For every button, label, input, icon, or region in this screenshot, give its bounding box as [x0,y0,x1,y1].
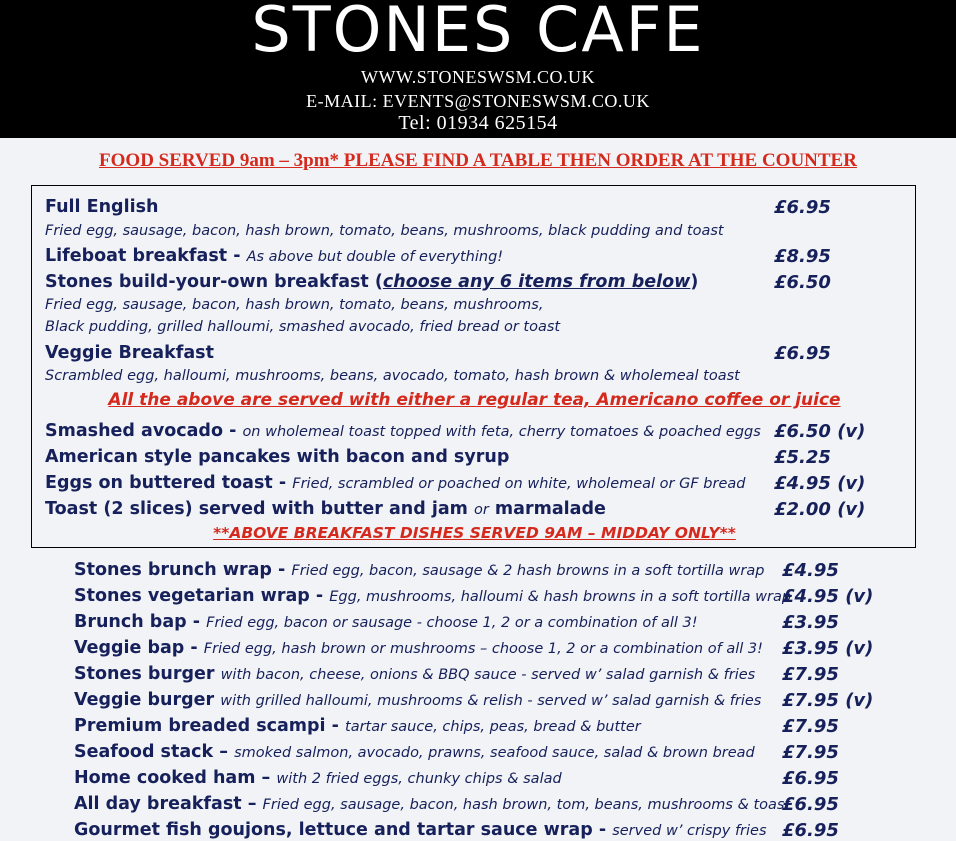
menu-item-price: £7.95 [782,716,839,737]
build-choose-note: choose any 6 items from below [382,272,691,292]
menu-item [74,586,791,606]
menu-item-desc: Fried egg, bacon, sausage & 2 hash browns in a soft tortilla wrap [291,563,765,579]
breakfast-footnote: **ABOVE BREAKFAST DISHES SERVED 9AM – MIDDAY ONLY** [213,524,736,542]
menu-item-desc: with grilled halloumi, mushrooms & relish - served w’ salad garnish & fries [220,693,762,709]
avocado-name: Smashed avocado - [45,421,243,441]
eggs-item [45,473,746,493]
served-with-note: All the above are served with either a regular tea, Americano coffee or juice [108,390,841,410]
cafe-name: STONES CAFE [251,0,705,66]
lifeboat-name: Lifeboat breakfast - [45,246,247,266]
menu-item-price: £7.95 [782,742,839,763]
menu-item-desc: Fried egg, bacon or sausage - choose 1, 2 or a combination of all 3! [206,615,698,631]
build-price: £6.50 [774,272,831,293]
menu-item-name: Brunch bap - [74,612,207,632]
menu-item-name: Veggie bap - [74,638,204,658]
menu-item [74,560,764,580]
toast-or: or [473,502,489,518]
email-link[interactable]: E-MAIL: EVENTS@STONESWSM.CO.UK [306,91,650,111]
veggie-breakfast-desc: Scrambled egg, halloumi, mushrooms, beans, avocado, tomato, hash brown & wholemeal toast [45,368,740,384]
menu-item [74,742,755,762]
menu-item [74,638,763,658]
header [0,0,956,138]
build-label: Stones build-your-own breakfast ( [45,272,383,292]
lifeboat-price: £8.95 [774,246,831,267]
menu-item-desc: Fried egg, sausage, bacon, hash brown, tom, beans, mushrooms & toast [262,797,791,813]
menu-item-name: Stones burger [74,664,221,684]
lifeboat-item [45,246,503,266]
menu-item-desc: tartar sauce, chips, peas, bread & butter [345,719,641,735]
menu-item-name: All day breakfast – [74,794,263,814]
menu-item-price: £4.95 [782,560,839,581]
menu-item-price: £6.95 [782,768,839,789]
menu-item-name: Seafood stack – [74,742,235,762]
menu-item-price: £3.95 [782,612,839,633]
menu-item-name: Home cooked ham – [74,768,277,788]
menu-item-desc: with 2 fried eggs, chunky chips & salad [276,771,562,787]
menu-item [74,820,767,840]
menu-item-desc: with bacon, cheese, onions & BBQ sauce - served w’ salad garnish & fries [220,667,756,683]
lifeboat-desc: As above but double of everything! [246,249,504,265]
avocado-price: £6.50 (v) [774,421,866,442]
build-close: ) [690,272,699,292]
menu-item-name: Veggie burger [74,690,221,710]
toast-name-2: marmalade [488,499,606,519]
build-desc-2: Black pudding, grilled halloumi, smashed avocado, fried bread or toast [45,319,561,335]
menu-item [74,690,761,710]
menu-item-desc: served w’ crispy fries [612,823,767,839]
eggs-price: £4.95 (v) [774,473,866,494]
telephone: Tel: 01934 625154 [398,112,558,134]
full-english-price: £6.95 [774,197,831,218]
toast-item [45,499,606,519]
menu-item [74,716,641,736]
build-your-own-name [45,272,698,292]
menu-item-price: £7.95 (v) [782,690,874,711]
menu-item-price: £6.95 [782,820,839,841]
avocado-desc: on wholemeal toast topped with feta, cherry tomatoes & poached eggs [242,424,761,440]
opening-notice: FOOD SERVED 9am – 3pm* PLEASE FIND A TABLE THEN ORDER AT THE COUNTER [99,150,857,171]
breakfast-box [31,185,916,548]
pancakes-price: £5.25 [774,447,831,468]
menu-item [74,794,790,814]
eggs-desc: Fried, scrambled or poached on white, wholemeal or GF bread [292,476,746,492]
menu-item-price: £4.95 (v) [782,586,874,607]
eggs-name: Eggs on buttered toast - [45,473,293,493]
toast-name: Toast (2 slices) served with butter and jam [45,499,474,519]
menu-item [74,768,562,788]
veggie-breakfast-name: Veggie Breakfast [45,343,214,363]
full-english-name: Full English [45,197,159,217]
toast-price: £2.00 (v) [774,499,866,520]
pancakes-name: American style pancakes with bacon and syrup [45,447,510,467]
menu-item-desc: Fried egg, hash brown or mushrooms – choose 1, 2 or a combination of all 3! [203,641,763,657]
menu-item-name: Gourmet fish goujons, lettuce and tartar sauce wrap - [74,820,613,840]
menu-item-price: £7.95 [782,664,839,685]
menu-item-name: Stones brunch wrap - [74,560,292,580]
menu-item [74,664,755,684]
veggie-breakfast-price: £6.95 [774,343,831,364]
avocado-item [45,421,761,441]
menu-item-price: £3.95 (v) [782,638,874,659]
build-desc-1: Fried egg, sausage, bacon, hash brown, tomato, beans, mushrooms, [45,297,544,313]
full-english-desc: Fried egg, sausage, bacon, hash brown, tomato, beans, mushrooms, black pudding and toast [45,223,724,239]
menu-item [74,612,698,632]
menu-item-desc: Egg, mushrooms, halloumi & hash browns in a soft tortilla wrap [329,589,792,605]
menu-item-price: £6.95 [782,794,839,815]
website-link[interactable]: WWW.STONESWSM.CO.UK [360,67,595,87]
menu-item-name: Premium breaded scampi - [74,716,346,736]
menu-item-name: Stones vegetarian wrap - [74,586,330,606]
menu-item-desc: smoked salmon, avocado, prawns, seafood sauce, salad & brown bread [234,745,755,761]
